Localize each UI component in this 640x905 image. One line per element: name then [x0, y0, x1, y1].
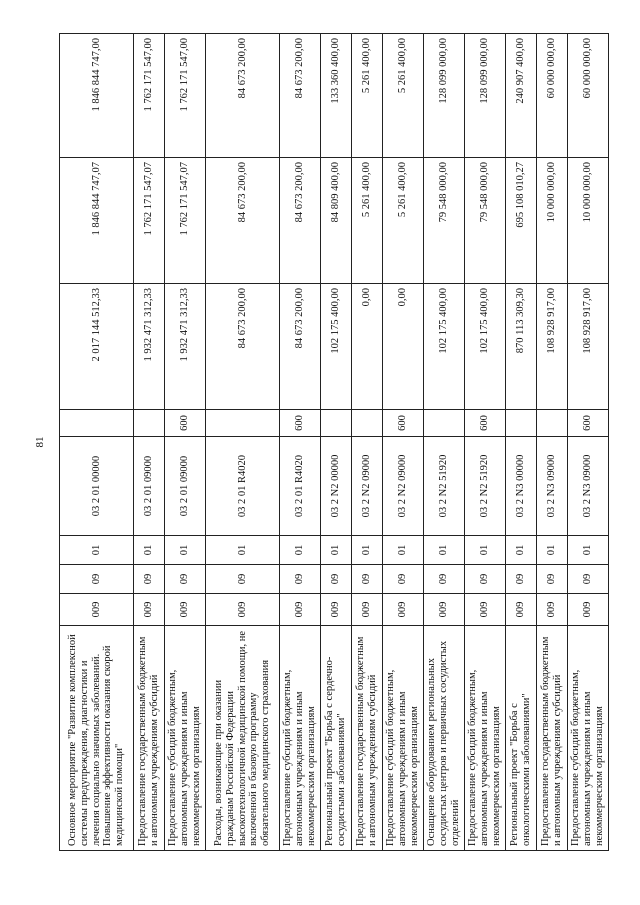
target-article-code: 03 2 N3 09000	[582, 454, 594, 518]
amount-year-3: 84 673 200,00	[236, 38, 248, 99]
section-code: 09	[294, 573, 306, 585]
amount-year-1: 102 175 400,00	[330, 288, 342, 354]
row-name: Предоставление субсидий бюджетным, автономным учреждениям и иным некоммерческим организациям	[167, 669, 202, 846]
ministry-code: 009	[546, 601, 558, 618]
amount-year-3-cell	[568, 34, 609, 158]
table-row	[352, 34, 383, 851]
target-article-code-cell	[537, 437, 568, 536]
amount-year-3: 128 099 000,00	[479, 38, 491, 104]
amount-year-2-cell	[134, 158, 165, 284]
section-code: 09	[515, 573, 527, 585]
row-name: Предоставление субсидий бюджетным, автономным учреждениям и иным некоммерческим организациям	[282, 669, 317, 846]
amount-year-2-cell	[206, 158, 280, 284]
amount-year-1: 2 017 144 512,33	[90, 288, 102, 362]
section-code-cell	[321, 565, 352, 594]
expense-type-code-cell	[465, 410, 506, 437]
amount-year-3: 128 099 000,00	[438, 38, 450, 104]
table-row	[506, 34, 537, 851]
amount-year-3-cell	[537, 34, 568, 158]
row-name-cell	[506, 626, 537, 851]
expense-type-code-cell	[506, 410, 537, 437]
amount-year-1-cell	[424, 284, 465, 410]
target-article-code-cell	[568, 437, 609, 536]
expense-type-code-cell	[134, 410, 165, 437]
target-article-code: 03 2 N2 51920	[479, 454, 491, 518]
ministry-code-cell	[465, 594, 506, 626]
target-article-code-cell	[424, 437, 465, 536]
table-row	[465, 34, 506, 851]
amount-year-1-cell	[352, 284, 383, 410]
section-code-cell	[280, 565, 321, 594]
subsection-code: 01	[236, 544, 248, 556]
amount-year-2: 1 762 171 547,07	[179, 162, 191, 236]
amount-year-1-cell	[134, 284, 165, 410]
amount-year-1-cell	[506, 284, 537, 410]
amount-year-3-cell	[134, 34, 165, 158]
section-code-cell	[206, 565, 280, 594]
amount-year-1: 102 175 400,00	[438, 288, 450, 354]
section-code: 09	[179, 573, 191, 585]
subsection-code-cell	[383, 536, 424, 565]
ministry-code-cell	[134, 594, 165, 626]
amount-year-3-cell	[280, 34, 321, 158]
amount-year-1: 1 932 471 312,33	[179, 288, 191, 362]
target-article-code: 03 2 N3 09000	[546, 454, 558, 518]
expense-type-code-cell	[352, 410, 383, 437]
subsection-code: 01	[582, 544, 594, 556]
amount-year-1-cell	[60, 284, 134, 410]
amount-year-3: 5 261 400,00	[397, 38, 409, 94]
amount-year-1-cell	[165, 284, 206, 410]
expense-type-code-cell	[424, 410, 465, 437]
target-article-code: 03 2 N3 00000	[515, 454, 527, 518]
amount-year-1-cell	[383, 284, 424, 410]
section-code-cell	[134, 565, 165, 594]
target-article-code: 03 2 N2 00000	[330, 454, 342, 518]
target-article-code: 03 2 01 00000	[90, 455, 102, 517]
subsection-code: 01	[361, 544, 373, 556]
section-code-cell	[383, 565, 424, 594]
subsection-code-cell	[506, 536, 537, 565]
target-article-code-cell	[206, 437, 280, 536]
amount-year-3: 133 360 400,00	[330, 38, 342, 104]
amount-year-2-cell	[506, 158, 537, 284]
ministry-code: 009	[515, 601, 527, 618]
amount-year-3-cell	[506, 34, 537, 158]
amount-year-1: 84 673 200,00	[236, 288, 248, 349]
row-name: Предоставление государственным бюджетным и автономным учреждениям субсидий	[137, 636, 160, 846]
section-code: 09	[90, 573, 102, 585]
target-article-code-cell	[352, 437, 383, 536]
ministry-code: 009	[582, 601, 594, 618]
amount-year-1: 0,00	[397, 288, 409, 307]
subsection-code-cell	[537, 536, 568, 565]
expense-type-code-cell	[568, 410, 609, 437]
expense-type-code-cell	[537, 410, 568, 437]
subsection-code: 01	[479, 544, 491, 556]
rotated-table-wrapper	[59, 34, 605, 851]
subsection-code-cell	[280, 536, 321, 565]
amount-year-2: 5 261 400,00	[361, 162, 373, 218]
amount-year-1: 108 928 917,00	[582, 288, 594, 354]
subsection-code: 01	[330, 544, 342, 556]
subsection-code-cell	[60, 536, 134, 565]
subsection-code: 01	[546, 544, 558, 556]
amount-year-2: 5 261 400,00	[397, 162, 409, 218]
subsection-code: 01	[179, 544, 191, 556]
amount-year-3: 240 907 400,00	[515, 38, 527, 104]
ministry-code: 009	[438, 601, 450, 618]
amount-year-1: 102 175 400,00	[479, 288, 491, 354]
subsection-code: 01	[294, 544, 306, 556]
amount-year-2-cell	[568, 158, 609, 284]
row-name: Предоставление субсидий бюджетным, автономным учреждениям и иным некоммерческим организациям	[467, 669, 502, 846]
table-row	[280, 34, 321, 851]
amount-year-2: 79 548 000,00	[479, 162, 491, 223]
section-code: 09	[361, 573, 373, 585]
section-code-cell	[568, 565, 609, 594]
amount-year-3: 60 000 000,00	[582, 38, 594, 99]
table-row	[383, 34, 424, 851]
amount-year-2-cell	[537, 158, 568, 284]
amount-year-3-cell	[352, 34, 383, 158]
section-code: 09	[438, 573, 450, 585]
subsection-code: 01	[438, 544, 450, 556]
expense-type-code-cell	[206, 410, 280, 437]
ministry-code-cell	[280, 594, 321, 626]
ministry-code-cell	[352, 594, 383, 626]
ministry-code: 009	[179, 601, 191, 618]
subsection-code-cell	[206, 536, 280, 565]
target-article-code: 03 2 01 R4020	[294, 454, 306, 518]
amount-year-1: 84 673 200,00	[294, 288, 306, 349]
amount-year-2-cell	[60, 158, 134, 284]
subsection-code-cell	[424, 536, 465, 565]
amount-year-2: 84 673 200,00	[294, 162, 306, 223]
amount-year-2-cell	[424, 158, 465, 284]
amount-year-1: 1 932 471 312,33	[143, 288, 155, 362]
ministry-code: 009	[294, 601, 306, 618]
ministry-code-cell	[206, 594, 280, 626]
row-name-cell	[568, 626, 609, 851]
amount-year-2-cell	[383, 158, 424, 284]
row-name-cell	[465, 626, 506, 851]
target-article-code: 03 2 01 09000	[143, 455, 155, 517]
row-name: Расходы, возникающие при оказании гражданам Российской Федерации высокотехнологичной медицинской помощи, не включенной в базовую программу обязательного медицинского страхования	[213, 630, 272, 846]
row-name: Региональный проект "Борьба с онкологическими заболеваниями"	[509, 693, 532, 846]
target-article-code-cell	[60, 437, 134, 536]
row-name: Региональный проект "Борьба с сердечно-сосудистыми заболеваниями"	[324, 656, 347, 846]
amount-year-2-cell	[280, 158, 321, 284]
amount-year-1: 0,00	[361, 288, 373, 307]
subsection-code: 01	[90, 544, 102, 556]
page-number-text: 81	[34, 436, 46, 448]
amount-year-3: 1 846 844 747,00	[90, 38, 102, 112]
ministry-code-cell	[165, 594, 206, 626]
subsection-code-cell	[465, 536, 506, 565]
section-code: 09	[582, 573, 594, 585]
table-row	[165, 34, 206, 851]
subsection-code: 01	[397, 544, 409, 556]
row-name: Предоставление государственным бюджетным и автономным учреждениям субсидий	[355, 636, 378, 846]
section-code: 09	[236, 573, 248, 585]
target-article-code-cell	[465, 437, 506, 536]
amount-year-2: 695 108 010,27	[515, 162, 527, 228]
expense-type-code-cell	[321, 410, 352, 437]
ministry-code-cell	[506, 594, 537, 626]
amount-year-1-cell	[465, 284, 506, 410]
amount-year-1: 870 113 309,30	[515, 288, 527, 354]
ministry-code: 009	[143, 601, 155, 618]
amount-year-3: 1 762 171 547,00	[143, 38, 155, 112]
amount-year-3-cell	[424, 34, 465, 158]
ministry-code: 009	[397, 601, 409, 618]
expense-type-code: 600	[179, 415, 191, 431]
section-code-cell	[60, 565, 134, 594]
subsection-code: 01	[143, 544, 155, 556]
ministry-code: 009	[90, 601, 102, 618]
section-code-cell	[352, 565, 383, 594]
ministry-code-cell	[568, 594, 609, 626]
ministry-code-cell	[60, 594, 134, 626]
budget-table	[59, 33, 609, 851]
expense-type-code: 600	[397, 415, 409, 431]
expense-type-code: 600	[294, 415, 306, 431]
row-name-cell	[206, 626, 280, 851]
amount-year-1-cell	[280, 284, 321, 410]
amount-year-1-cell	[537, 284, 568, 410]
amount-year-2: 84 809 400,00	[330, 162, 342, 223]
amount-year-3-cell	[60, 34, 134, 158]
ministry-code-cell	[537, 594, 568, 626]
subsection-code: 01	[515, 544, 527, 556]
amount-year-1: 108 928 917,00	[546, 288, 558, 354]
table-row	[537, 34, 568, 851]
expense-type-code-cell	[383, 410, 424, 437]
subsection-code-cell	[165, 536, 206, 565]
section-code: 09	[397, 573, 409, 585]
row-name-cell	[537, 626, 568, 851]
subsection-code-cell	[134, 536, 165, 565]
amount-year-3-cell	[383, 34, 424, 158]
rotated-table-frame	[59, 34, 605, 851]
amount-year-3-cell	[206, 34, 280, 158]
row-name-cell	[165, 626, 206, 851]
amount-year-3: 1 762 171 547,00	[179, 38, 191, 112]
section-code: 09	[143, 573, 155, 585]
table-row	[568, 34, 609, 851]
ministry-code: 009	[236, 601, 248, 618]
amount-year-1-cell	[206, 284, 280, 410]
row-name-cell	[424, 626, 465, 851]
amount-year-3-cell	[321, 34, 352, 158]
row-name-cell	[383, 626, 424, 851]
amount-year-3-cell	[465, 34, 506, 158]
subsection-code-cell	[321, 536, 352, 565]
target-article-code-cell	[165, 437, 206, 536]
ministry-code: 009	[361, 601, 373, 618]
section-code: 09	[479, 573, 491, 585]
amount-year-2: 79 548 000,00	[438, 162, 450, 223]
ministry-code-cell	[424, 594, 465, 626]
target-article-code-cell	[506, 437, 537, 536]
target-article-code-cell	[134, 437, 165, 536]
row-name: Основное мероприятие "Развитие комплексной системы предупреждения, диагностики и лечения социально значимых заболеваний. Повышение эффективности оказания скорой медицинской помощи"	[67, 634, 126, 846]
amount-year-3-cell	[165, 34, 206, 158]
table-row	[424, 34, 465, 851]
amount-year-2: 1 846 844 747,07	[90, 162, 102, 236]
row-name-cell	[134, 626, 165, 851]
amount-year-2: 10 000 000,00	[546, 162, 558, 223]
row-name-cell	[321, 626, 352, 851]
target-article-code: 03 2 N2 51920	[438, 454, 450, 518]
section-code-cell	[506, 565, 537, 594]
target-article-code: 03 2 N2 09000	[361, 454, 373, 518]
row-name: Предоставление государственным бюджетным и автономным учреждениям субсидий	[540, 636, 563, 846]
amount-year-3: 84 673 200,00	[294, 38, 306, 99]
row-name: Оснащение оборудованием региональных сосудистых центров и первичных сосудистых отделений	[426, 640, 461, 846]
amount-year-1-cell	[568, 284, 609, 410]
section-code-cell	[537, 565, 568, 594]
section-code-cell	[465, 565, 506, 594]
amount-year-2: 10 000 000,00	[582, 162, 594, 223]
section-code-cell	[424, 565, 465, 594]
row-name-cell	[352, 626, 383, 851]
expense-type-code: 600	[582, 415, 594, 431]
amount-year-1-cell	[321, 284, 352, 410]
amount-year-2-cell	[165, 158, 206, 284]
expense-type-code-cell	[165, 410, 206, 437]
target-article-code: 03 2 N2 09000	[397, 454, 409, 518]
amount-year-2-cell	[321, 158, 352, 284]
target-article-code: 03 2 01 R4020	[236, 454, 248, 518]
table-row	[134, 34, 165, 851]
section-code: 09	[330, 573, 342, 585]
amount-year-2: 84 673 200,00	[236, 162, 248, 223]
row-name-cell	[280, 626, 321, 851]
table-row	[60, 34, 134, 851]
amount-year-2-cell	[352, 158, 383, 284]
subsection-code-cell	[352, 536, 383, 565]
target-article-code-cell	[321, 437, 352, 536]
target-article-code-cell	[383, 437, 424, 536]
amount-year-2-cell	[465, 158, 506, 284]
row-name: Предоставление субсидий бюджетным, автономным учреждениям и иным некоммерческим организациям	[385, 669, 420, 846]
row-name-cell	[60, 626, 134, 851]
subsection-code-cell	[568, 536, 609, 565]
row-name: Предоставление субсидий бюджетным, автономным учреждениям и иным некоммерческим организациям	[570, 669, 605, 846]
table-row	[206, 34, 280, 851]
expense-type-code: 600	[479, 415, 491, 431]
target-article-code: 03 2 01 09000	[179, 455, 191, 517]
expense-type-code-cell	[280, 410, 321, 437]
ministry-code: 009	[330, 601, 342, 618]
table-body	[60, 34, 609, 851]
expense-type-code-cell	[60, 410, 134, 437]
target-article-code-cell	[280, 437, 321, 536]
ministry-code-cell	[383, 594, 424, 626]
amount-year-2: 1 762 171 547,07	[143, 162, 155, 236]
amount-year-3: 5 261 400,00	[361, 38, 373, 94]
section-code: 09	[546, 573, 558, 585]
amount-year-3: 60 000 000,00	[546, 38, 558, 99]
ministry-code: 009	[479, 601, 491, 618]
ministry-code-cell	[321, 594, 352, 626]
section-code-cell	[165, 565, 206, 594]
table-row	[321, 34, 352, 851]
